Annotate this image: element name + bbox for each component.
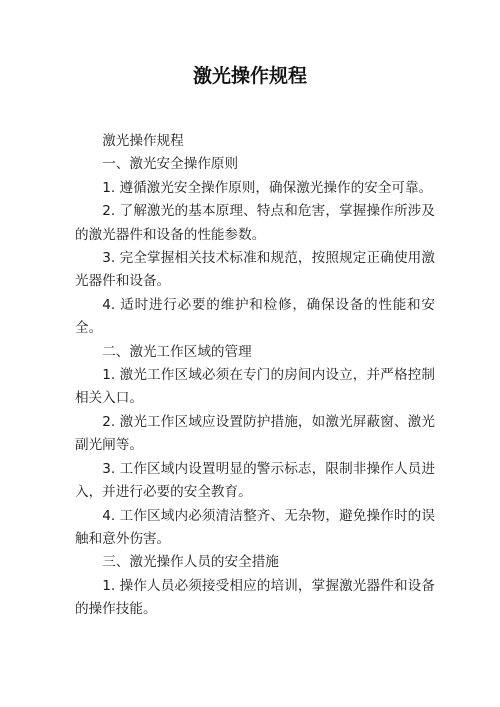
paragraph: 1. 激光工作区域必须在专门的房间内设立，并严格控制相关入口。 <box>75 367 435 407</box>
document-title: 激光操作规程 <box>192 65 307 87</box>
paragraph: 4. 工作区域内必须清洁整齐、无杂物，避免操作时的误触和意外伤害。 <box>75 507 435 547</box>
paragraph: 3. 完全掌握相关技术标准和规范，按照规定正确使用激光器件和设备。 <box>75 250 435 290</box>
paragraph: 2. 激光工作区域应设置防护措施，如激光屏蔽窗、激光副光闸等。 <box>75 413 435 454</box>
paragraph-heading: 激光操作规程 <box>102 133 184 149</box>
section-heading-3: 三、激光操作人员的安全措施 <box>102 554 279 571</box>
paragraph: 1. 遵循激光安全操作原则，确保激光操作的安全可靠。 <box>102 179 433 196</box>
paragraph: 4. 适时进行必要的维护和检修，确保设备的性能和安全。 <box>75 296 435 337</box>
section-heading-2: 二、激光工作区域的管理 <box>102 343 252 360</box>
document-body <box>75 130 435 622</box>
paragraph: 3. 工作区域内设置明显的警示标志，限制非操作人员进入，并进行必要的安全教育。 <box>75 460 435 501</box>
paragraph: 2. 了解激光的基本原理、特点和危害，掌握操作所涉及的激光器件和设备的性能参数。 <box>75 203 435 243</box>
section-heading-1: 一、激光安全操作原则 <box>102 156 239 173</box>
paragraph: 1. 操作人员必须接受相应的培训，掌握激光器件和设备的操作技能。 <box>75 577 435 618</box>
